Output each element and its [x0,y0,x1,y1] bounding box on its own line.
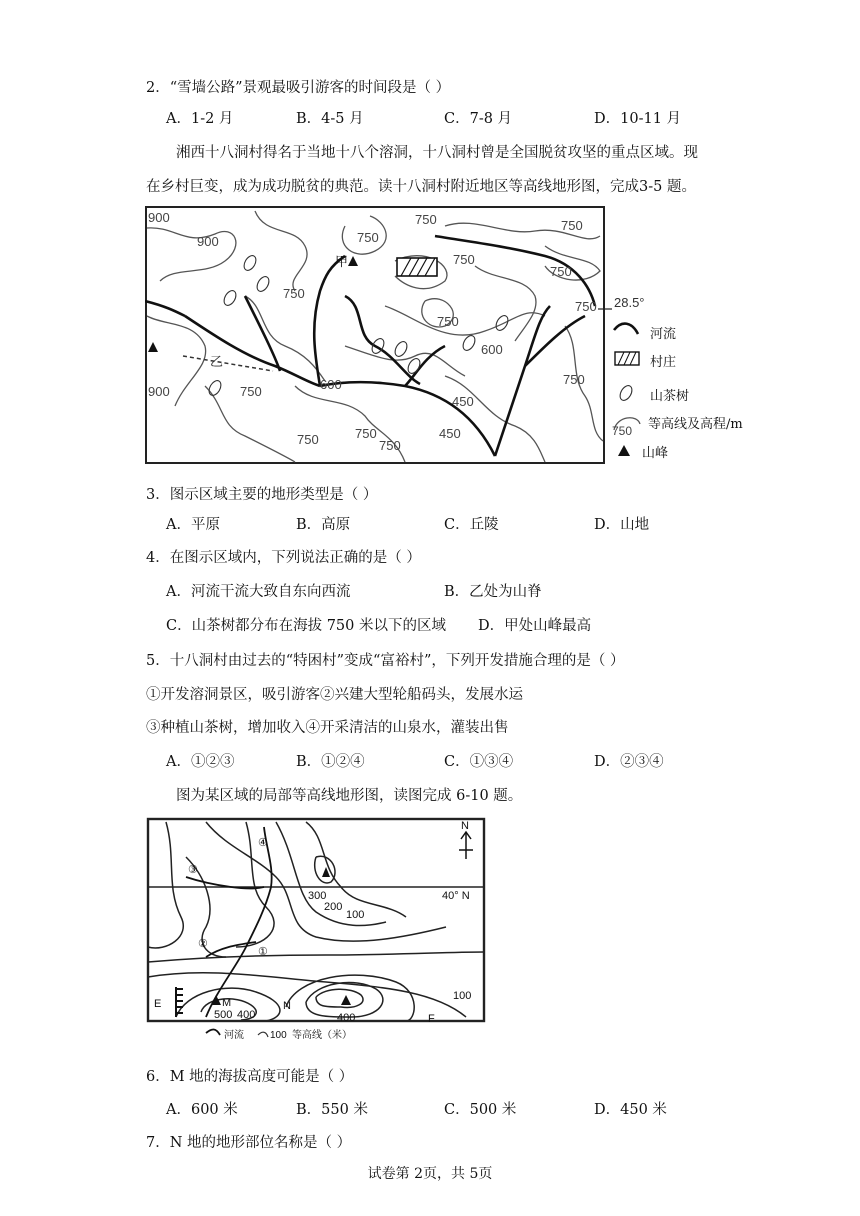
legend-contour-value: 750 [612,424,633,438]
map1-label: 750 [240,384,262,399]
latitude-label: 28.5° [614,295,645,310]
q3-option-d: D．山地 [594,517,650,533]
q2-option-a: A．1-2 月 [166,111,234,127]
map1-label: 750 [563,372,585,387]
map2-label: M [222,997,232,1009]
map1-label: 750 [453,252,475,267]
map1-label: 900 [197,234,219,249]
legend-contour: 等高线及高程/m [648,417,743,432]
q4-option-a: A．河流干流大致自东向西流 [166,584,351,600]
map2-label: F [428,1013,435,1025]
map1-label: 900 [148,384,170,399]
intro-2: 图为某区域的局部等高线地形图，读图完成 6-10 题。 [176,788,523,804]
legend-peak: 山峰 [642,446,669,461]
q4-option-b: B．乙处为山脊 [444,584,542,600]
q4-option-d: D．甲处山峰最高 [478,618,592,634]
question-2-stem: 2．“雪墙公路”景观最吸引游客的时间段是（ ） [146,80,451,96]
q2-option-c: C．7-8 月 [444,111,513,127]
peak-jia-label: 甲 [335,254,349,269]
q5-option-d: D．②③④ [594,754,664,770]
map1-label: 750 [575,299,597,314]
map1-label: 900 [148,210,170,225]
map1-label: 750 [297,432,319,447]
q3-option-a: A．平原 [166,517,220,533]
q3-option-c: C．丘陵 [444,517,499,533]
map2-label: ② [198,938,208,950]
yi-label: 乙 [210,354,224,369]
map1-label: 750 [415,212,437,227]
map2-label: 300 [308,890,327,902]
map1-label: 750 [379,438,401,453]
map2-label: N [283,1000,291,1012]
legend-river: 河流 [650,327,677,342]
map2-label: ③ [188,864,198,876]
map1-label: 450 [439,426,461,441]
q4-option-c: C．山茶树都分布在海拔 750 米以下的区域 [166,618,446,634]
legend-village: 村庄 [650,355,677,370]
intro-paragraph-line-2: 在乡村巨变，成为成功脱贫的典范。读十八洞村附近地区等高线地形图，完成3-5 题。 [146,179,696,195]
map1-label: 750 [437,314,459,329]
map2-legend-river: 河流 [224,1030,244,1041]
intro-paragraph-line-1: 湘西十八洞村得名于当地十八个溶洞，十八洞村曾是全国脱贫攻坚的重点区域。现 [176,145,698,161]
question-5-stem: 5．十八洞村由过去的“特困村”变成“富裕村”，下列开发措施合理的是（ ） [146,653,625,669]
contour-map-2 [146,817,486,1047]
map2-legend-contour-value: 100 [270,1030,287,1041]
map2-label: 400 [237,1009,256,1021]
map1-label: 750 [283,286,305,301]
question-4-stem: 4．在图示区域内，下列说法正确的是（ ） [146,550,421,566]
map2-label: ④ [258,837,268,849]
map1-label: 750 [550,264,572,279]
q3-option-b: B．高原 [296,517,351,533]
q6-option-b: B．550 米 [296,1102,368,1118]
map1-legend [612,292,762,464]
latitude-label-2: 40° N [442,890,470,902]
question-6-stem: 6．M 地的海拔高度可能是（ ） [146,1069,354,1085]
q6-option-a: A．600 米 [166,1102,238,1118]
q2-option-b: B．4-5 月 [296,111,364,127]
legend-camellia: 山茶树 [650,389,690,404]
map1-label: 750 [561,218,583,233]
q5-option-b: B．①②④ [296,754,365,770]
map2-label: ① [258,946,268,958]
q5-statement-line-1: ①开发溶洞景区，吸引游客②兴建大型轮船码头，发展水运 [146,687,523,703]
map1-label: 600 [481,342,503,357]
map1-label: 450 [452,394,474,409]
map2-label: 100 [453,990,472,1002]
contour-map-1 [145,206,605,464]
q6-option-c: C．500 米 [444,1102,517,1118]
page-footer: 试卷第 2页，共 5页 [367,1166,493,1182]
q6-option-d: D．450 米 [594,1102,667,1118]
q5-statement-line-2: ③种植山茶树，增加收入④开采清洁的山泉水，灌装出售 [146,720,509,736]
map1-label: 750 [355,426,377,441]
question-7-stem: 7．N 地的地形部位名称是（ ） [146,1135,352,1151]
q5-option-a: A．①②③ [166,754,235,770]
q2-option-d: D．10-11 月 [594,111,682,127]
map1-label: 750 [357,230,379,245]
map2-label: E [154,998,162,1010]
map2-label: 200 [324,901,343,913]
map2-legend-contour: 等高线（米） [292,1030,352,1041]
map1-label: 600 [320,377,342,392]
map2-label: 500 [214,1009,233,1021]
north-label: N [461,820,469,832]
map2-label: 400 [337,1012,356,1024]
q5-option-c: C．①③④ [444,754,514,770]
question-3-stem: 3．图示区域主要的地形类型是（ ） [146,487,378,503]
map2-label: 100 [346,909,365,921]
